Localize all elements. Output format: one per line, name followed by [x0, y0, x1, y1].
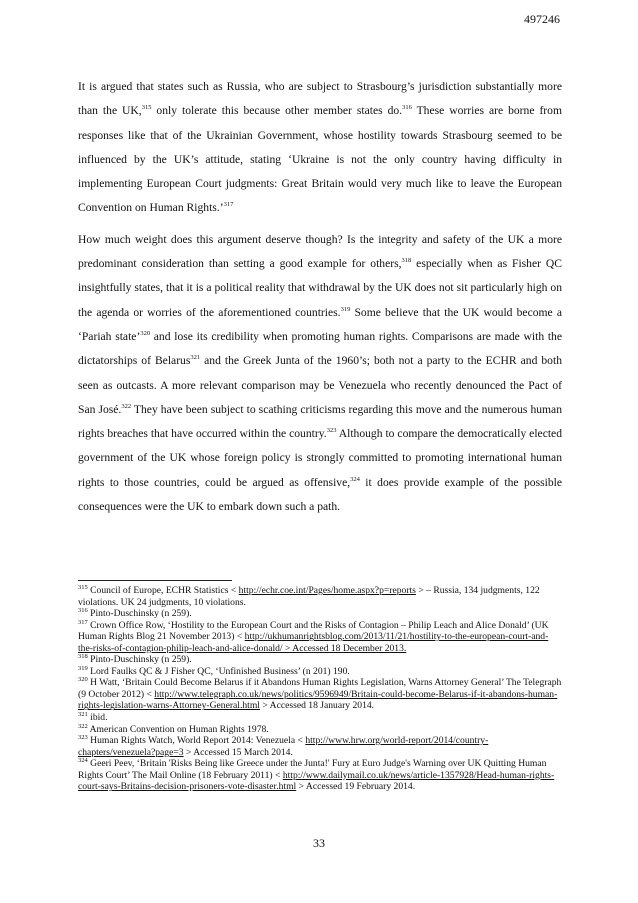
reference-link[interactable]: http://www.hrw.org/world-report/2014/country-chapters/venezuela?page=3 — [78, 735, 489, 758]
footnote-marker: 320 — [78, 676, 88, 684]
footnote-324 — [78, 758, 562, 793]
text-run: How much weight does this argument deserve though? Is the integrity and safety of the UK a more predominant consideration than setting a good example for others, — [78, 232, 562, 271]
text-run: H Watt, ‘Britain Could Become Belarus if it Abandons Human Rights Legislation, Warns Attorney General’ The Telegraph (9 October 2012) < — [78, 677, 562, 700]
text-run: > Accessed 19 February 2014. — [296, 781, 416, 793]
paragraph-2 — [78, 228, 562, 520]
text-run: > Accessed 15 March 2014. — [183, 746, 293, 758]
reference-link[interactable]: http://www.dailymail.co.uk/news/article-1357928/Head-human-rights-court-says-Britains-decision-prisoners-vote-disaster.html — [78, 769, 555, 793]
text-run: Pinto-Duschinsky (n 259). — [87, 654, 192, 666]
text-run: Some believe that the UK would become a ‘Pariah state’ — [78, 305, 562, 343]
document-id: 497246 — [524, 12, 560, 26]
text-run: > Accessed 18 January 2014. — [259, 700, 375, 712]
text-run: Pinto-Duschinsky (n 259). — [87, 608, 192, 620]
footnote-separator — [78, 580, 232, 581]
text-run: Crown Office Row, ‘Hostility to the European Court and the Risks of Contagion – Philip Leach and Alice Donald’ (UK Human Rights Blog 21 November 2013) < — [78, 619, 549, 643]
text-run: Lord Faulks QC & J Fisher QC, ‘Unfinished Business’ (n 201) 190. — [87, 665, 350, 677]
text-run: only tolerate this because other member states do. — [151, 104, 403, 118]
text-run: American Convention on Human Rights 1978. — [87, 723, 269, 735]
footnote-320 — [78, 677, 562, 712]
text-run: It is argued that states such as Russia, who are subject to Strasbourg’s jurisdiction substantially more than the UK, — [78, 80, 562, 118]
reference-link[interactable]: http://www.telegraph.co.uk/news/politics/9596949/Britain-could-become-Belarus-if-it-abandons-human-rights-legislation-warns-Attorney-General.html — [78, 688, 558, 712]
footnote-319 — [78, 666, 562, 678]
footnote-marker: 322 — [78, 722, 88, 730]
footnote-322 — [78, 724, 562, 736]
footnote-317 — [78, 620, 562, 655]
footnote-marker: 315 — [78, 583, 88, 591]
footnote-marker: 321 — [78, 710, 88, 718]
footnote-marker: 319 — [340, 305, 351, 313]
text-run: especially when as Fisher QC insightfully states, that it is a political reality that withdrawal by the UK does not sit particularly high on the agenda or worries of the aforementioned countries. — [78, 257, 562, 319]
text-run: it does provide example of the possible consequences were the UK to embark down such a path. — [78, 475, 562, 514]
body-text — [78, 75, 562, 526]
paragraph-1 — [78, 75, 562, 221]
footnote-321 — [78, 712, 562, 724]
footnote-marker: 318 — [401, 257, 412, 265]
footnote-marker: 319 — [78, 664, 88, 672]
footnote-marker: 323 — [326, 427, 337, 435]
footnote-marker: 320 — [140, 330, 151, 338]
footnote-318 — [78, 654, 562, 666]
text-run: and lose its credibility when promoting human rights. Comparisons are made with the dictatorships of Belarus — [78, 329, 563, 368]
footnotes — [78, 585, 562, 793]
text-run: They have been subject to scathing criticisms regarding this move and the numerous human rights breaches that have occurred within the country. — [78, 402, 562, 441]
text-run: Human Rights Watch, World Report 2014: Venezuela < — [87, 735, 306, 747]
footnote-marker: 317 — [78, 618, 88, 626]
footnote-marker: 323 — [78, 733, 88, 741]
text-run: > – Russia, 134 judgments, 122 violations. UK 24 judgments, 10 violations. — [78, 585, 540, 608]
text-run: These worries are borne from responses like that of the Ukrainian Government, whose hostility towards Strasbourg seemed to be influenced by the UK’s attitude, stating ‘Ukraine is not the only country having difficulty in implementing European Court judgments: Great Britain would very much like to leave the European Convention on Human Rights.’ — [78, 104, 562, 215]
text-run: Geeri Peev, ‘Britain 'Risks Being like Greece under the Junta!' Fury at Euro Judge's Warning over UK Quitting Human Rights Court’ The Mail Online (18 February 2011) < — [78, 758, 547, 781]
footnote-marker: 315 — [141, 104, 152, 112]
footnote-marker: 316 — [78, 606, 88, 614]
footnote-315 — [78, 585, 562, 608]
footnote-marker: 322 — [121, 403, 132, 410]
footnote-323 — [78, 735, 562, 758]
text-run: and the Greek Junta of the 1960’s; both not a party to the ECHR and both seen as outcasts. A more relevant comparison may be Venezuela who recently denounced the Pact of San José. — [78, 354, 562, 416]
footnote-marker: 324 — [78, 757, 88, 765]
footnote-316 — [78, 608, 562, 620]
page-number: 33 — [313, 836, 325, 850]
text-run: Although to compare the democratically elected government of the UK whose foreign policy is strongly committed to promoting international human rights to those countries, could be argued as offensive, — [78, 427, 563, 489]
text-run: Council of Europe, ECHR Statistics < — [87, 585, 239, 596]
footnote-marker: 321 — [190, 354, 201, 362]
reference-link[interactable]: http://echr.coe.int/Pages/home.aspx?p=reports — [238, 585, 416, 596]
footnote-marker: 316 — [402, 104, 412, 112]
footnote-marker: 324 — [350, 475, 360, 483]
footnote-marker: 318 — [78, 653, 88, 661]
footnote-marker: 317 — [223, 201, 234, 209]
reference-link[interactable]: http://ukhumanrightsblog.com/2013/11/21/hostility-to-the-european-court-and-the-risks-of-contagion-philip-leach-and-alice-donald/ > Accessed 18 December 2013. — [78, 631, 549, 654]
text-run: ibid. — [87, 712, 108, 724]
